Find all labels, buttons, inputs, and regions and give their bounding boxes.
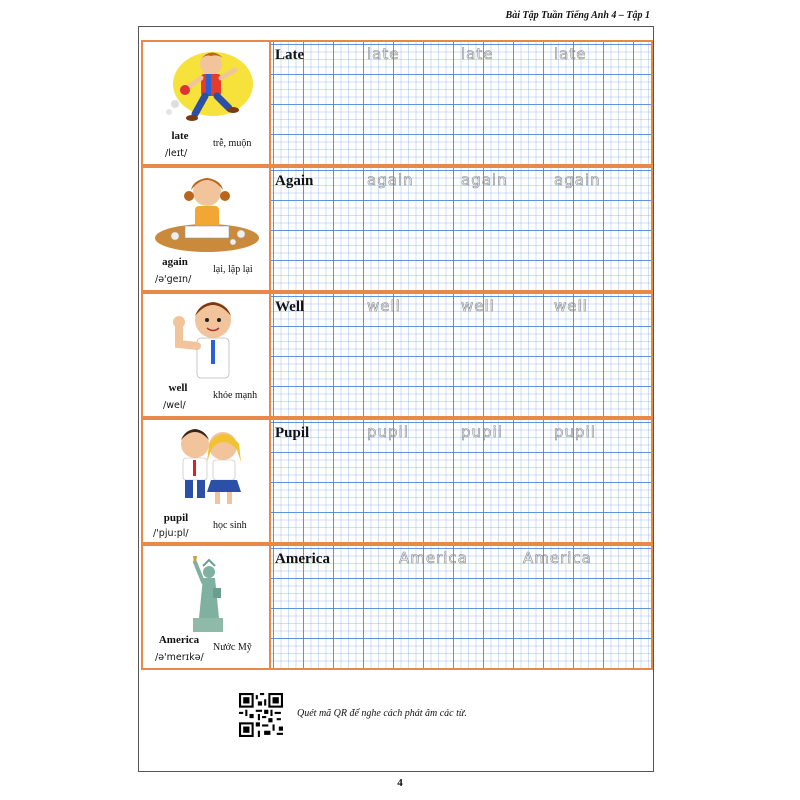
vocab-ipa: /ə'geɪn/	[155, 274, 192, 285]
writing-grid	[271, 166, 653, 292]
trace-word: well	[367, 297, 401, 315]
writing-girl-icon	[155, 170, 261, 258]
vocab-word: late	[171, 130, 189, 142]
vocab-word: pupil	[163, 512, 189, 524]
trace-word: America	[523, 549, 592, 567]
picture-cell	[141, 544, 271, 670]
picture-cell	[141, 166, 271, 292]
writing-grid	[271, 418, 653, 544]
strong-boy-icon	[155, 296, 261, 384]
writing-grid	[271, 40, 653, 166]
trace-word: again	[461, 171, 508, 189]
picture-cell	[141, 40, 271, 166]
vocab-row-again	[141, 166, 653, 292]
vocab-row-late	[141, 40, 653, 166]
page-number: 4	[397, 777, 403, 789]
vocab-row-america	[141, 544, 653, 670]
trace-word: late	[554, 45, 587, 63]
picture-cell	[141, 418, 271, 544]
writing-grid	[271, 544, 653, 670]
pupils-icon	[155, 422, 261, 510]
trace-word: pupil	[367, 423, 409, 441]
trace-word: America	[399, 549, 468, 567]
vocab-word: well	[168, 382, 188, 394]
vocab-row-well	[141, 292, 653, 418]
vocab-meaning: khỏe mạnh	[213, 390, 258, 401]
qr-instruction: Quét mã QR để nghe cách phát âm các từ.	[297, 708, 467, 719]
trace-word: pupil	[554, 423, 596, 441]
trace-word: again	[554, 171, 601, 189]
trace-word: well	[554, 297, 588, 315]
grid-word: Pupil	[275, 425, 310, 441]
vocab-ipa: /leɪt/	[165, 148, 188, 159]
vocab-ipa: /wel/	[163, 400, 186, 411]
vocab-word: America	[158, 634, 200, 646]
trace-word: late	[461, 45, 494, 63]
statue-of-liberty-icon	[155, 548, 261, 636]
trace-word: again	[367, 171, 414, 189]
writing-grid	[271, 292, 653, 418]
grid-word: Well	[275, 299, 305, 315]
trace-word: well	[461, 297, 495, 315]
vocab-row-pupil	[141, 418, 653, 544]
vocab-meaning: Nước Mỹ	[213, 642, 252, 653]
trace-word: pupil	[461, 423, 503, 441]
grid-word: Again	[275, 173, 314, 189]
running-boy-icon	[155, 44, 261, 132]
vocab-meaning: học sinh	[213, 520, 247, 531]
vocab-meaning: lại, lặp lại	[213, 264, 253, 275]
grid-word: America	[275, 551, 330, 567]
trace-word: late	[367, 45, 400, 63]
vocab-ipa: /'pju:pl/	[153, 528, 189, 539]
grid-word: Late	[275, 47, 305, 63]
vocab-ipa: /ə'merɪkə/	[155, 652, 204, 663]
picture-cell	[141, 292, 271, 418]
vocab-meaning: trễ, muộn	[213, 138, 252, 149]
vocabulary-table	[141, 40, 653, 670]
qr-code-icon[interactable]	[239, 693, 283, 737]
vocab-word: again	[162, 256, 188, 268]
page-header-title: Bài Tập Tuần Tiếng Anh 4 – Tập 1	[505, 10, 650, 21]
